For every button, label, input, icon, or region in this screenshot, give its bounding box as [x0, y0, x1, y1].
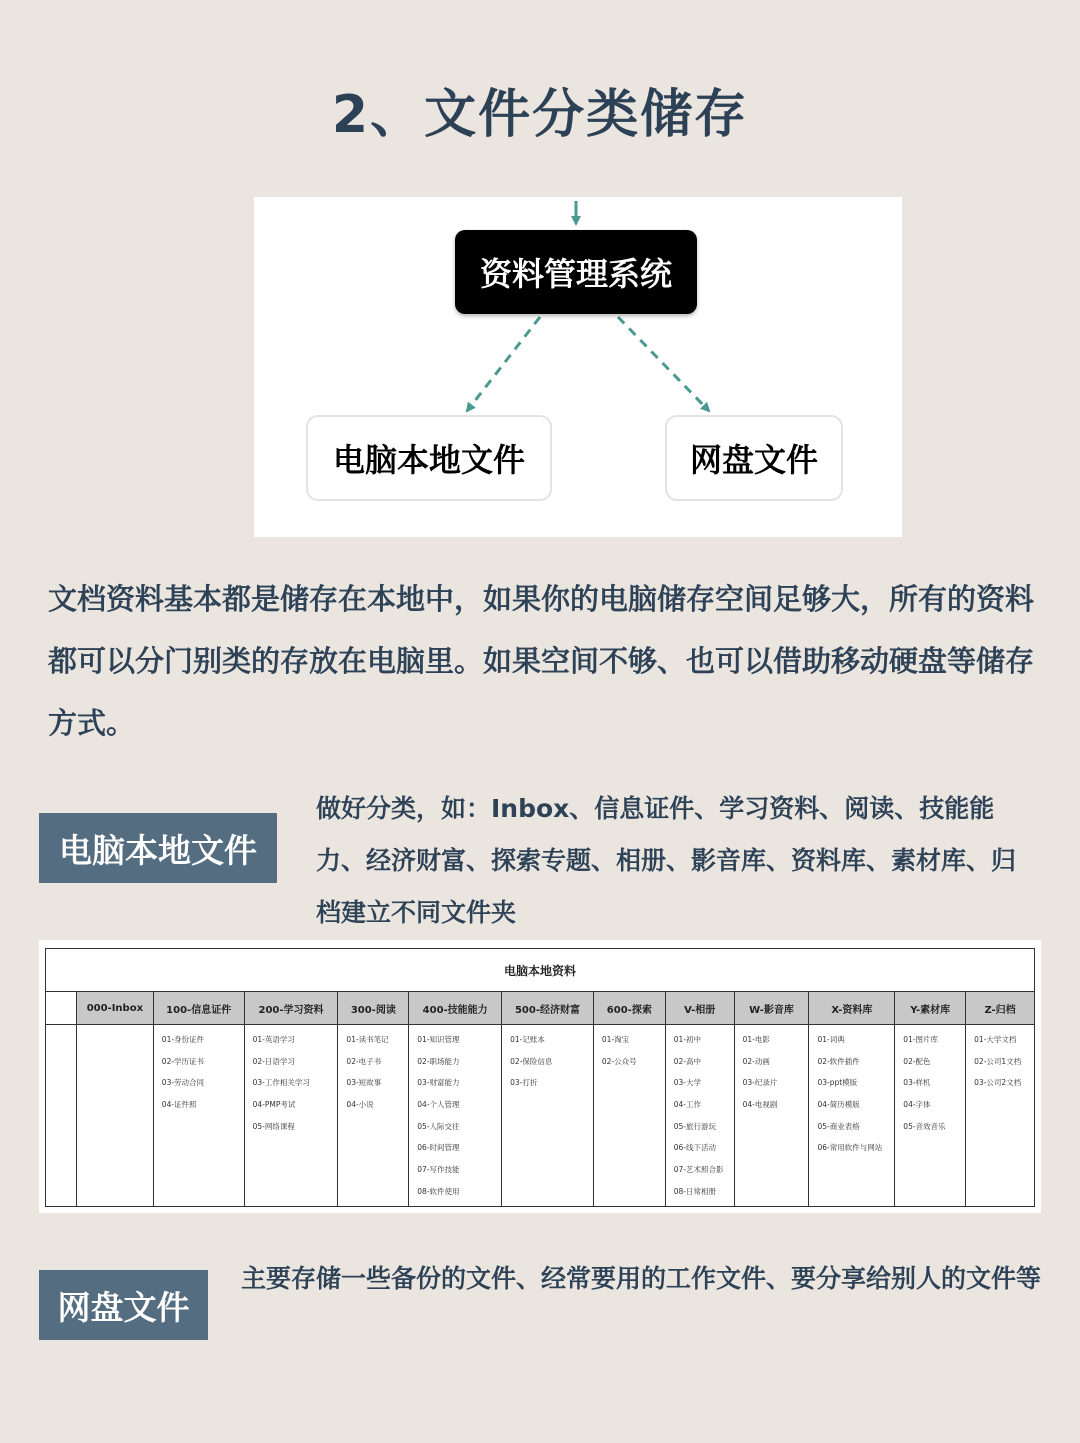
right-arrow	[618, 317, 709, 411]
folder-item: 02-电子书	[346, 1056, 382, 1066]
folder-item: 03-公司2文档	[974, 1078, 1022, 1088]
table-header-cell: V-相册	[666, 992, 735, 1024]
folder-item: 02-高中	[673, 1056, 702, 1066]
table-header-cell: 100-信息证件	[154, 992, 245, 1024]
folder-item: 02-公司1文档	[974, 1056, 1022, 1066]
folder-item: 02-职场能力	[417, 1056, 460, 1066]
cloud-files-tag: 网盘文件	[39, 1270, 208, 1340]
folder-item: 02-日语学习	[252, 1056, 295, 1066]
table-column-cell	[809, 1025, 895, 1207]
table-column-cell	[338, 1025, 409, 1207]
table-column-cell	[966, 1025, 1034, 1207]
table-column-cell	[77, 1025, 154, 1207]
table-header-cell: 000-Inbox	[77, 992, 154, 1024]
folder-item: 01-英语学习	[252, 1035, 295, 1044]
page-title: 2、文件分类储存	[331, 85, 749, 145]
intro-paragraph: 文档资料基本都是储存在本地中，如果你的电脑储存空间足够大，所有的资料都可以分门别类的存放在电脑里。如果空间不够、也可以借助移动硬盘等储存方式。	[48, 582, 1035, 740]
root-node: 资料管理系统	[455, 230, 697, 314]
table-column-cell	[666, 1025, 735, 1207]
folder-item: 05-音效音乐	[903, 1121, 946, 1131]
table-column-cell	[245, 1025, 339, 1207]
table-header-row	[46, 992, 1034, 1025]
table-header-cell: 600-探索	[594, 992, 666, 1024]
folder-item: 01-读书笔记	[346, 1035, 389, 1044]
table-header-cell: Z-归档	[984, 1004, 1016, 1016]
folder-item: 03-ppt模版	[817, 1078, 858, 1088]
folder-item: 03-样机	[903, 1078, 931, 1088]
table-header-cell	[46, 992, 77, 1024]
cloud-files-node: 网盘文件	[665, 415, 843, 501]
folder-item: 04-字体	[903, 1100, 931, 1110]
folder-item: 03-大学	[673, 1078, 702, 1088]
table-body-row	[46, 1025, 1034, 1207]
table-title: 电脑本地资料	[46, 949, 1034, 992]
table-column-cell	[895, 1025, 966, 1207]
folder-item: 04-小说	[346, 1100, 374, 1110]
folder-item: 01-图片库	[903, 1035, 939, 1044]
table-header-cell: Y-素材库	[895, 992, 966, 1024]
folder-item: 03-纪录片	[742, 1078, 778, 1088]
folder-item: 03-短故事	[346, 1078, 382, 1088]
folder-item: 02-软件插件	[817, 1056, 860, 1066]
table-header-cell: W-影音库	[735, 992, 810, 1024]
folder-item: 04-工作	[673, 1100, 702, 1110]
folder-item: 01-初中	[673, 1035, 702, 1044]
folder-item: 04-电视剧	[742, 1100, 778, 1110]
folder-item: 01-知识管理	[417, 1035, 460, 1044]
folder-item: 02-保险信息	[510, 1056, 553, 1066]
folder-item: 03-劳动合同	[161, 1078, 205, 1088]
folder-item: 07-艺术照合影	[673, 1165, 724, 1175]
folder-item: 04-个人管理	[417, 1100, 460, 1110]
local-files-node: 电脑本地文件	[306, 415, 552, 501]
folder-item: 04-简历模版	[817, 1100, 860, 1110]
table-column-cell	[502, 1025, 594, 1207]
folder-item: 04-证件照	[161, 1100, 197, 1110]
folder-item: 01-记账本	[510, 1035, 545, 1044]
folder-item: 01-电影	[742, 1035, 770, 1044]
left-arrow	[467, 317, 540, 411]
folder-item: 05-人际交往	[417, 1121, 460, 1131]
folder-item: 03-财富能力	[417, 1078, 460, 1088]
folder-item: 05-商业表格	[817, 1121, 860, 1131]
folder-item: 06-常用软件与网站	[817, 1143, 883, 1153]
table-column-cell	[735, 1025, 810, 1207]
folder-item: 05-旅行游玩	[673, 1121, 717, 1131]
local-files-description: 做好分类，如：Inbox、信息证件、学习资料、阅读、技能能力、经济财富、探索专题、相册、影音库、资料库、素材库、归档建立不同文件夹	[316, 794, 1017, 927]
folder-item: 01-淘宝	[601, 1035, 630, 1044]
folder-item: 04-PMP考试	[252, 1100, 296, 1110]
folder-item: 06-时间管理	[417, 1143, 460, 1153]
table-column-cell	[594, 1025, 666, 1207]
storage-diagram	[254, 197, 902, 537]
folder-item: 02-学历证书	[161, 1056, 205, 1066]
table-header-cell: X-资料库	[809, 992, 895, 1024]
folder-item: 08-软件使用	[417, 1186, 460, 1196]
folder-item: 02-公众号	[601, 1056, 637, 1066]
table-header-cell: 300-阅读	[338, 992, 409, 1024]
table-header-cell: 200-学习资料	[245, 992, 339, 1024]
cloud-files-description: 主要存储一些备份的文件、经常要用的工作文件、要分享给别人的文件等	[241, 1264, 1042, 1293]
folder-item: 01-词典	[817, 1035, 845, 1044]
folder-item: 08-日常相册	[673, 1186, 717, 1196]
folder-item: 05-网络课程	[252, 1121, 295, 1131]
folder-item: 02-动画	[742, 1056, 770, 1066]
folder-item: 03-工作相关学习	[252, 1078, 310, 1088]
folder-item: 06-线下活动	[673, 1143, 717, 1153]
table-column-cell	[154, 1025, 245, 1207]
table-header-cell: 400-技能能力	[409, 992, 502, 1024]
folder-item: 03-打折	[510, 1078, 538, 1088]
folder-item: 07-写作技能	[417, 1165, 460, 1175]
local-files-tag: 电脑本地文件	[39, 813, 277, 883]
folder-item: 01-大学文档	[974, 1035, 1017, 1044]
folder-item: 02-配色	[903, 1056, 931, 1066]
folder-table-image	[39, 940, 1041, 1213]
folder-item: 01-身份证件	[161, 1035, 205, 1044]
table-column-cell	[46, 1025, 77, 1207]
table-column-cell	[409, 1025, 502, 1207]
folder-table	[45, 948, 1035, 1207]
table-header-cell: 500-经济财富	[502, 992, 594, 1024]
